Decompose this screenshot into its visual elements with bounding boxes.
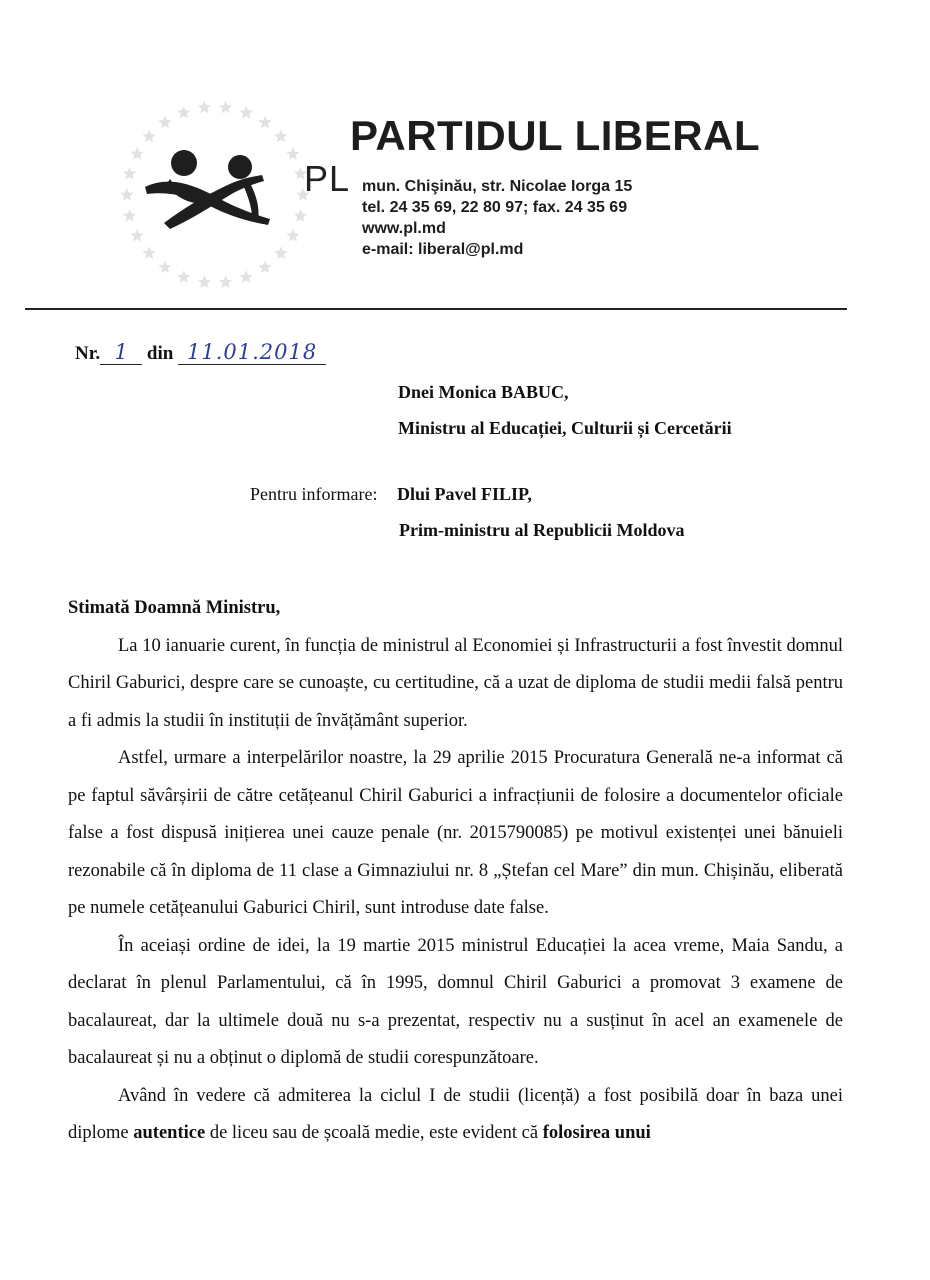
logo-star — [198, 275, 211, 288]
logo-star — [286, 147, 299, 160]
party-logo — [100, 95, 330, 295]
nr-label: Nr. — [75, 343, 101, 364]
logo-star — [198, 101, 211, 114]
logo-star — [158, 116, 171, 129]
paragraph-4 — [68, 1078, 843, 1153]
recipient-title: Ministru al Educației, Culturii și Cercetării — [398, 418, 732, 438]
logo-star — [130, 147, 143, 160]
pl-mark: PL — [304, 158, 351, 199]
header-divider — [25, 308, 847, 310]
reference-line — [75, 340, 326, 365]
paragraph-4-text-b: de liceu sau de școală medie, este evident că — [205, 1123, 543, 1143]
logo-star — [219, 101, 232, 114]
letter-body — [68, 590, 843, 1153]
nr-value: 1 — [100, 340, 142, 365]
logo-star — [177, 106, 190, 119]
date-label: din — [146, 343, 174, 364]
greeting: Stimată Doamnă Ministru, — [68, 598, 281, 618]
phone-line: tel. 24 35 69, 22 80 97; fax. 24 35 69 — [362, 199, 628, 216]
recipient-name: Dnei Monica BABUC, — [398, 382, 569, 402]
contact-block — [362, 176, 632, 260]
paragraph-2: Astfel, urmare a interpelărilor noastre, la 29 aprilie 2015 Procuratura Generală ne-a informat că pe faptul săvârșirii de către cetățeanul Chiril Gaburici a infracțiunii de folosire a documentelor oficiale false a fost dispusă inițierea unei cauze penale (nr. 2015790085) pe motivul existenței unei bănuieli rezonabile că în diploma de 11 clase a Gimnaziului nr. 8 „Ștefan cel Mare” din mun. Chișinău, eliberată pe numele cetățeanului Gaburici Chiril, sunt introduse date false. — [68, 748, 843, 918]
logo-star — [123, 209, 136, 222]
logo-star — [219, 275, 232, 288]
logo-star — [177, 270, 190, 283]
logo-star — [158, 260, 171, 273]
logo-star — [258, 116, 271, 129]
website-line: www.pl.md — [362, 220, 446, 237]
paragraph-4-bold-b: folosirea unui — [542, 1123, 651, 1143]
logo-star — [274, 246, 287, 259]
logo-star — [130, 229, 143, 242]
address-line: mun. Chişinău, str. Nicolae Iorga 15 — [362, 178, 633, 195]
logo-star — [286, 229, 299, 242]
logo-star — [143, 130, 156, 143]
copy-to-name: Dlui Pavel FILIP, — [397, 484, 532, 504]
logo-star — [294, 209, 307, 222]
party-name: PARTIDUL LIBERAL — [350, 112, 761, 159]
logo-star — [240, 270, 253, 283]
logo-star — [274, 130, 287, 143]
paragraph-4-text-a: Având în vedere că admiterea la ciclul I de studii (licență) a fost posibilă doar în baza unei diplome — [68, 1085, 843, 1143]
paragraph-4-bold-a: autentice — [133, 1123, 206, 1143]
logo-star — [120, 188, 133, 201]
date-value: 11.01.2018 — [178, 340, 326, 365]
email-line: e-mail: liberal@pl.md — [362, 241, 524, 258]
logo-star — [240, 106, 253, 119]
paragraph-1: La 10 ianuarie curent, în funcția de ministrul al Economiei și Infrastructurii a fost învestit domnul Chiril Gaburici, despre care se cunoaște, cu certitudine, că a uzat de diploma de studii medii falsă pentru a fi admis la studii în instituții de învățământ superior. — [68, 635, 843, 731]
paragraph-3: În aceiași ordine de idei, la 19 martie 2015 ministrul Educației la acea vreme, Maia Sandu, a declarat în plenul Parlamentului, că în 1995, domnul Chiril Gaburici a promovat 3 examene de bacalaureat, dar la ultimele două nu s-a prezentat, respectiv nu a susținut în acel an examenele de bacalaureat și nu a obținut o diplomă de studii corespunzătoare. — [68, 935, 843, 1068]
logo-star — [258, 260, 271, 273]
copy-to-title: Prim-ministru al Republicii Moldova — [399, 520, 685, 540]
logo-star — [123, 167, 136, 180]
copy-to-label: Pentru informare: — [250, 484, 378, 504]
logo-star — [143, 246, 156, 259]
party-logo-icon — [100, 95, 330, 295]
